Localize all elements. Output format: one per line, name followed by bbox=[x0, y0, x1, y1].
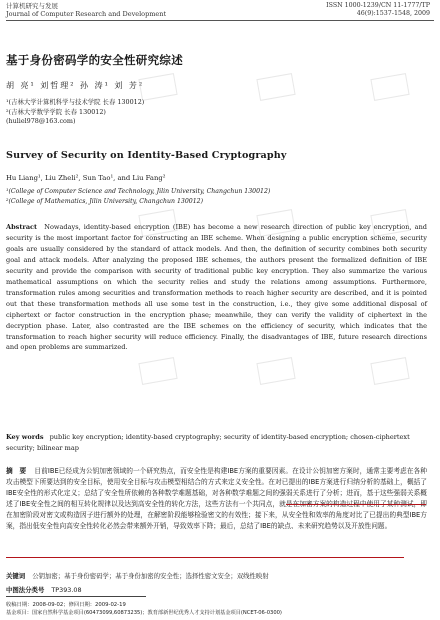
abstract-cn-label: 摘 要 bbox=[6, 467, 27, 475]
highlight-underline bbox=[6, 557, 404, 558]
journal-name-en: Journal of Computer Research and Development bbox=[6, 10, 167, 18]
footnote-divider bbox=[6, 596, 146, 597]
authors-cn: 胡 亮¹ 刘哲理² 孙 涛¹ 刘 芳² bbox=[6, 81, 145, 90]
keywords-en-label: Key words bbox=[6, 433, 44, 441]
watermark-stamp bbox=[370, 357, 409, 385]
watermark-stamp bbox=[256, 357, 295, 385]
affiliations-cn bbox=[6, 98, 144, 127]
author-email: (huliel978@163.com) bbox=[6, 117, 76, 125]
keywords-en bbox=[6, 432, 427, 454]
running-header-right bbox=[326, 2, 430, 18]
keywords-cn-label: 关键词 bbox=[6, 572, 26, 580]
header-divider bbox=[6, 20, 434, 21]
volume-pages: 46(9):1537-1548, 2009 bbox=[356, 10, 430, 17]
abstract-en-text: Nowadays, identity-based encryption (IBE) has become a new research direction of public key encryption, and security is the most important factor for constructing an IBE scheme. When designing a public encryption scheme, security goals are usually considered by the standard of attack models. And then, the definition of security combines both security goal and attack models. After analyzing the proposed IBE schemes, the authors present the formalized definition of IBE security and provide the comparison with security of traditional public key encryption. They also summarize the various mathematical assumptions on which the security relies and study the relations among assumptions. Furthermore, transformation rules among securities and transformation methods to reach higher security are described, and it is pointed out that these transformation methods all use some test in the construction, i.e., they give some additional disposal of ciphertext or factor construction in the encryption phase; meanwhile, they can verify the validity of ciphertext in the decryption phase. Later, also contrasted are the IBE schemes on the efficiency of security, which indicates that the transformation to reach higher security will reduce efficiency. Finally, the disadvantages of IBE, future research directions and open problems are summarized. bbox=[6, 223, 427, 352]
clc-value: TP393.08 bbox=[51, 586, 82, 594]
keywords-cn bbox=[6, 571, 427, 580]
footnote-funding: 基金项目：国家自然科学基金项目(60473099,60873235)；教育部新世纪优秀人才支持计划基金项目(NCET-06-0300) bbox=[6, 610, 282, 616]
abstract-cn bbox=[6, 466, 427, 531]
affiliation-en-1: ¹(College of Computer Science and Technology, Jilin University, Changchun 130012) bbox=[6, 188, 271, 195]
affiliation-cn-1: ¹(吉林大学计算机科学与技术学院 长春 130012) bbox=[6, 98, 145, 106]
watermark-stamp bbox=[370, 73, 409, 101]
footnote-received: 收稿日期：2008-09-02；修回日期：2009-02-19 bbox=[6, 602, 126, 608]
classification-number bbox=[6, 585, 82, 594]
abstract-en-label: Abstract bbox=[6, 223, 38, 231]
affiliations-en bbox=[6, 187, 270, 207]
watermark-stamp bbox=[138, 73, 177, 101]
abstract-cn-text: 目前IBE已经成为公钥加密领域的一个研究热点，而安全性是构建IBE方案的重要因素。在设计公钥加密方案时，通常主要考虑在各种攻击模型下所要达到的安全目标，使用安全目标与攻击模型相结合的方式来定义安全性。在对已提出的IBE方案进行归纳分析的基础上，概括了IBE安全性的形式化定义；总结了安全性所依赖的各种数学难题基础，对各种数学难题之间的强弱关系进行了分析；进而，基于这些强弱关系概述了IBE安全性之间的相互转化规律以及达到高安全性的转化方法，这些方法有一个共同点，就是在加密方案的构造过程中使用了某种测试，即在加密阶段对密文或构造因子进行额外的处理，在解密阶段能够检验密文的有效性；接下来，从安全性和效率的角度对比了已提出的典型IBE方案，指出低安全性向高安全性转化必然会带来额外开销，导致效率下降；最后，总结了IBE的缺点、未来研究趋势以及开放性问题。 bbox=[6, 467, 427, 530]
title-cn: 基于身份密码学的安全性研究综述 bbox=[6, 53, 183, 67]
issn: ISSN 1000-1239/CN 11-1777/TP bbox=[326, 2, 430, 9]
watermark-stamp bbox=[138, 357, 177, 385]
abstract-en bbox=[6, 222, 427, 353]
title-en: Survey of Security on Identity-Based Cryptography bbox=[6, 150, 287, 161]
keywords-en-text: public key encryption; identity-based cryptography; security of identity-based encryption; chosen-ciphertext security; bilinear map bbox=[6, 433, 410, 452]
authors-en: Hu Liang¹, Liu Zheli², Sun Tao¹, and Liu Fang² bbox=[6, 174, 166, 182]
clc-label: 中图法分类号 bbox=[6, 586, 45, 594]
running-header-left bbox=[6, 2, 166, 18]
journal-name-cn: 计算机研究与发展 bbox=[6, 2, 58, 10]
affiliation-en-2: ²(College of Mathematics, Jilin University, Changchun 130012) bbox=[6, 198, 203, 205]
watermark-stamp bbox=[256, 73, 295, 101]
highlight-underline bbox=[286, 504, 426, 505]
affiliation-cn-2: ²(吉林大学数学学院 长春 130012) bbox=[6, 107, 106, 116]
keywords-cn-text: 公钥加密；基于身份密码学；基于身份加密的安全性；选择性密文安全；双线性映射 bbox=[32, 572, 269, 580]
